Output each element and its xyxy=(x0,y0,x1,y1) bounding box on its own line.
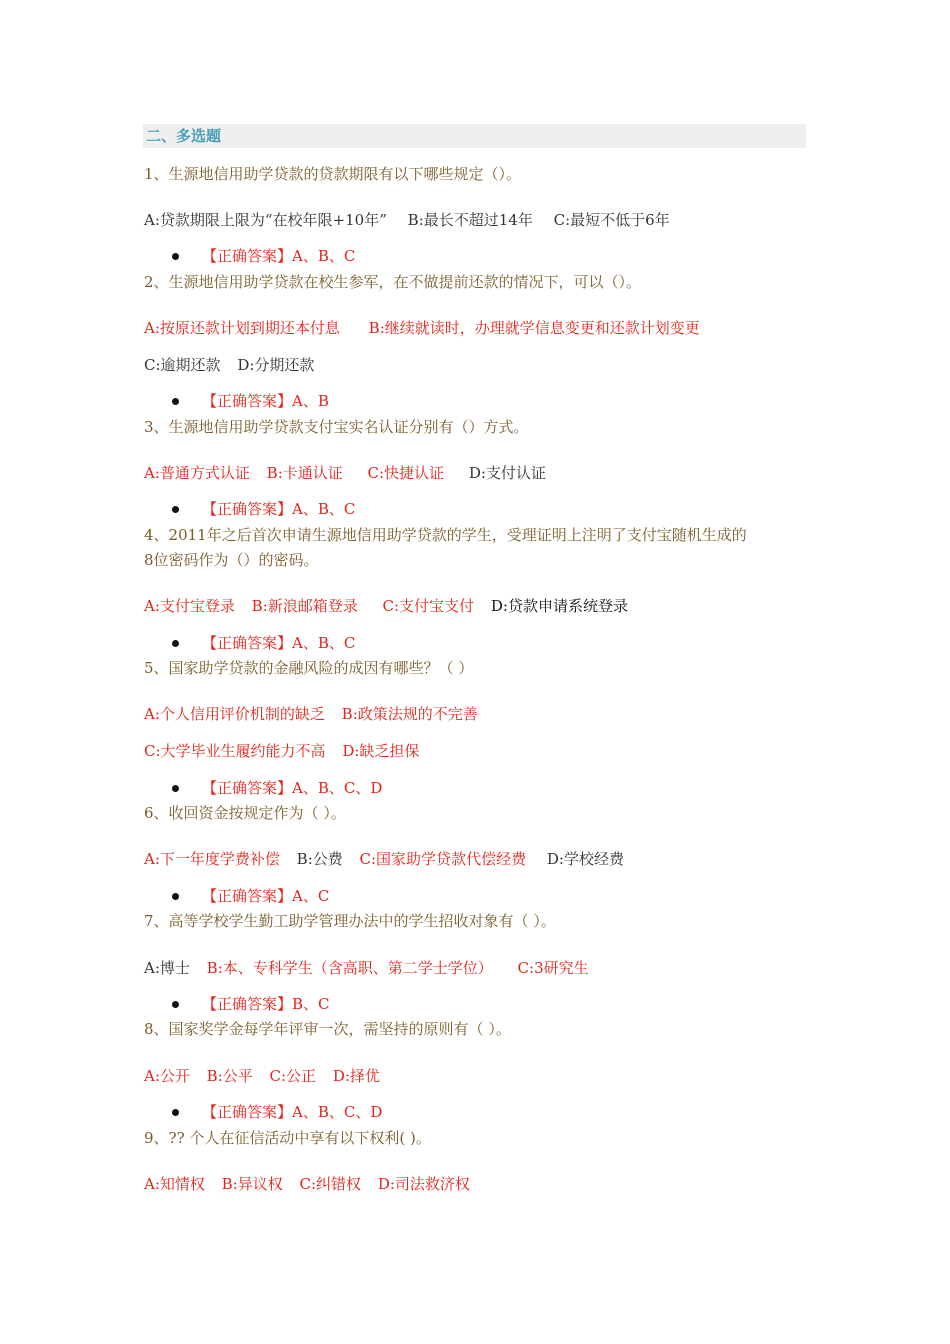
option-b: B:公费 xyxy=(296,850,343,868)
option-d: D:司法救济权 xyxy=(377,1175,470,1193)
section-heading-bar xyxy=(143,124,806,148)
option-a: A:支付宝登录 xyxy=(144,597,235,615)
question-7: 7、高等学校学生勤工助学管理办法中的学生招收对象有（ ）。 xyxy=(144,912,556,930)
bullet-icon xyxy=(172,253,179,260)
option-b: B:继续就读时，办理就学信息变更和还款计划变更 xyxy=(368,319,700,337)
option-a: A:个人信用评价机制的缺乏 xyxy=(144,705,325,723)
question-1: 1、生源地信用助学贷款的贷款期限有以下哪些规定（）。 xyxy=(144,165,522,183)
question-3-options xyxy=(144,463,546,483)
answer-5: 【正确答案】A、B、C、D xyxy=(202,779,383,797)
question-3: 3、生源地信用助学贷款支付宝实名认证分别有（）方式。 xyxy=(144,418,529,436)
answer-8: 【正确答案】A、B、C、D xyxy=(202,1103,383,1121)
option-c: C:3研究生 xyxy=(517,959,589,977)
answer-1: 【正确答案】A、B、C xyxy=(202,247,356,265)
question-9-options xyxy=(144,1174,470,1194)
option-d: D:学校经费 xyxy=(546,850,624,868)
question-6-options xyxy=(144,849,624,869)
question-4-line-1: 4、2011年之后首次申请生源地信用助学贷款的学生，受理证明上注明了支付宝随机生成的 xyxy=(144,526,747,544)
option-c: C:支付宝支付 xyxy=(382,597,475,615)
option-c: C:公正 xyxy=(269,1067,317,1085)
option-d: D:分期还款 xyxy=(237,356,315,374)
question-2-options-line-1 xyxy=(144,318,700,338)
question-1-options xyxy=(144,210,670,230)
option-b: B:卡通认证 xyxy=(266,464,343,482)
question-6: 6、收回资金按规定作为（ ）。 xyxy=(144,804,346,822)
bullet-icon xyxy=(172,506,179,513)
answer-2: 【正确答案】A、B xyxy=(202,392,329,410)
bullet-icon xyxy=(172,640,179,647)
option-a: A:下一年度学费补偿 xyxy=(144,850,280,868)
option-d: D:缺乏担保 xyxy=(342,742,420,760)
question-7-options xyxy=(144,958,589,978)
question-8: 8、国家奖学金每学年评审一次，需坚持的原则有（ ）。 xyxy=(144,1020,511,1038)
question-5-options-line-2 xyxy=(144,741,419,761)
bullet-icon xyxy=(172,1001,179,1008)
section-title: 二、多选题 xyxy=(146,127,222,145)
option-d: D:支付认证 xyxy=(468,464,546,482)
question-9: 9、?? 个人在征信活动中享有以下权利( )。 xyxy=(144,1129,431,1147)
question-2: 2、生源地信用助学贷款在校生参军，在不做提前还款的情况下，可以（）。 xyxy=(144,273,642,291)
answer-4: 【正确答案】A、B、C xyxy=(202,634,356,652)
option-d: D:贷款申请系统登录 xyxy=(490,597,628,615)
answer-6: 【正确答案】A、C xyxy=(202,887,330,905)
option-c: C:国家助学贷款代偿经费 xyxy=(359,850,527,868)
question-4-options xyxy=(144,596,628,616)
option-c: C:大学毕业生履约能力不高 xyxy=(144,742,326,760)
bullet-icon xyxy=(172,398,179,405)
option-c: C:最短不低于6年 xyxy=(553,211,670,229)
option-b: B:本、专科学生（含高职、第二学士学位） xyxy=(206,959,493,977)
option-a: A:公开 xyxy=(144,1067,190,1085)
option-b: B:政策法规的不完善 xyxy=(341,705,478,723)
option-c: C:逾期还款 xyxy=(144,356,221,374)
answer-3: 【正确答案】A、B、C xyxy=(202,500,356,518)
question-8-options xyxy=(144,1066,380,1086)
option-b: B:新浪邮箱登录 xyxy=(251,597,358,615)
question-5-options-line-1 xyxy=(144,704,478,724)
answer-7: 【正确答案】B、C xyxy=(202,995,330,1013)
option-b: B:最长不超过14年 xyxy=(407,211,533,229)
bullet-icon xyxy=(172,1109,179,1116)
option-d: D:择优 xyxy=(332,1067,380,1085)
option-a: A:普通方式认证 xyxy=(144,464,250,482)
option-b: B:公平 xyxy=(206,1067,253,1085)
option-a: A:贷款期限上限为“在校年限+10年” xyxy=(144,211,387,229)
option-b: B:异议权 xyxy=(221,1175,283,1193)
bullet-icon xyxy=(172,785,179,792)
option-c: C:快捷认证 xyxy=(367,464,445,482)
question-4-line-2: 8位密码作为（）的密码。 xyxy=(144,551,319,569)
bullet-icon xyxy=(172,893,179,900)
option-a: A:博士 xyxy=(144,959,190,977)
question-5: 5、国家助学贷款的金融风险的成因有哪些？（ ） xyxy=(144,659,474,677)
option-c: C:纠错权 xyxy=(299,1175,362,1193)
question-2-options-line-2 xyxy=(144,355,314,375)
option-a: A:知情权 xyxy=(144,1175,205,1193)
option-a: A:按原还款计划到期还本付息 xyxy=(144,319,340,337)
